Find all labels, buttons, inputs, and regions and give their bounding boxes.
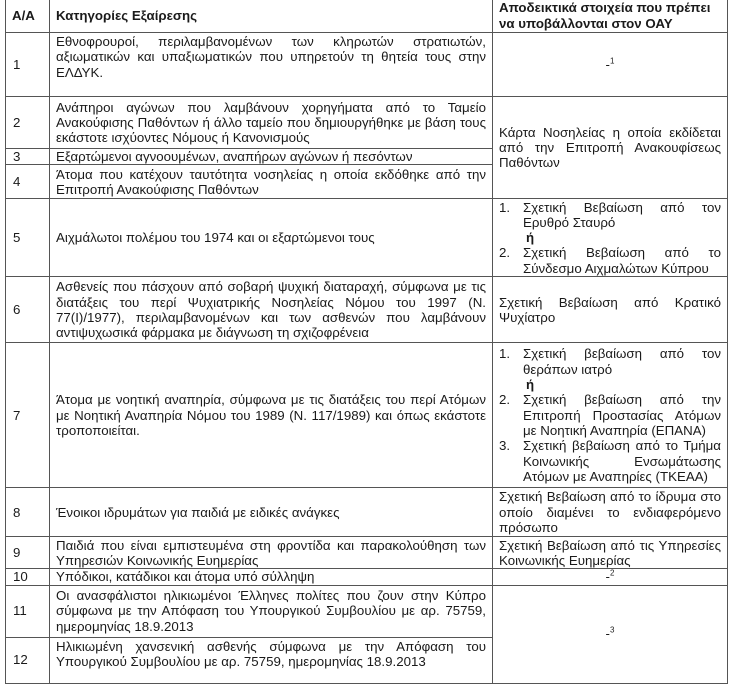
proof-item-number: 3.	[499, 438, 511, 454]
row-category: Ηλικιωμένη χανσενική ασθενής σύμφωνα με την Απόφαση του Υπουργικού Συμβουλίου με αρ. 75759, ημερομηνίας 18.9.2013	[50, 637, 493, 683]
table-row	[6, 488, 728, 537]
row-proof	[493, 569, 728, 585]
row-category: Άτομα που κατέχουν ταυτότητα νοσηλείας η οποία εκδόθηκε από την Επιτροπή Ανακούφισης Παθόντων	[50, 165, 493, 199]
row-number: 2	[6, 97, 50, 149]
proof-item-text: Σχετική βεβαίωση από την Επιτροπή Προστασίας Ατόμων με Νοητική Αναπηρία (ΕΠΑΝΑ)	[523, 392, 721, 438]
table-row	[6, 569, 728, 585]
shared-proof-rows-2-4: Κάρτα Νοσηλείας η οποία εκδίδεται από την Επιτροπή Ανακουφίσεως Παθόντων	[493, 97, 728, 199]
table-row	[6, 537, 728, 569]
or-separator: ή	[526, 377, 535, 393]
proof-list	[499, 200, 721, 276]
row-proof	[493, 33, 728, 97]
row-number: 6	[6, 277, 50, 343]
proof-dash: -	[605, 569, 610, 585]
proof-item	[499, 438, 721, 484]
row-number: 3	[6, 149, 50, 165]
row-number: 1	[6, 33, 50, 97]
row-category: Παιδιά που είναι εμπιστευμένα στη φροντίδα και παρακολούθηση των Υπηρεσιών Κοινωνικής Ευημερίας	[50, 537, 493, 569]
row-number: 8	[6, 488, 50, 537]
row-category: Υπόδικοι, κατάδικοι και άτομα υπό σύλληψη	[50, 569, 493, 585]
proof-item-number: 2.	[499, 392, 511, 408]
row-number: 9	[6, 537, 50, 569]
proof-item-text: Σχετική Βεβαίωση από το Σύνδεσμο Αιχμαλώτων Κύπρου	[523, 245, 721, 276]
row-number: 5	[6, 199, 50, 277]
row-category: Άτομα με νοητική αναπηρία, σύμφωνα με τις διατάξεις του περί Ατόμων με Νοητική Αναπηρία Νόμου του 1989 (Ν. 117/1989) και όπως εκάστοτε τροποποιείται.	[50, 343, 493, 488]
row-category: Ασθενείς που πάσχουν από σοβαρή ψυχική διαταραχή, σύμφωνα με τις διατάξεις του περί Ψυχιατρικής Νοσηλείας Νόμου του 1997 (Ν. 77(Ι)/1977), περιλαμβανομένων και των ασθενών που λαμβάνουν αντιψυχωσικά φάρμακα με διάγνωση τη σχιζοφρένεια	[50, 277, 493, 343]
proof-item-number: 1.	[499, 346, 511, 362]
or-separator: ή	[526, 230, 535, 246]
proof-item	[499, 245, 721, 276]
proof-item	[499, 346, 721, 377]
header-proof: Αποδεικτικά στοιχεία που πρέπει να υποβάλλονται στον ΟΑΥ	[493, 0, 728, 33]
proof-dash: -	[605, 56, 610, 72]
footnote-ref: 2	[609, 568, 615, 578]
row-number: 4	[6, 165, 50, 199]
table-row	[6, 97, 728, 149]
row-proof: Σχετική Βεβαίωση από τις Υπηρεσίες Κοινωνικής Ευημερίας	[493, 537, 728, 569]
row-number: 7	[6, 343, 50, 488]
row-number: 11	[6, 585, 50, 637]
row-category: Αιχμάλωτοι πολέμου του 1974 και οι εξαρτώμενοι τους	[50, 199, 493, 277]
row-number: 10	[6, 569, 50, 585]
proof-item-number: 1.	[499, 199, 511, 215]
proof-item-text: Σχετική βεβαίωση από τον θεράπων ιατρό	[523, 346, 721, 377]
exemption-table	[5, 0, 728, 684]
footnote-ref: 1	[609, 56, 615, 66]
row-proof	[493, 199, 728, 277]
proof-item-text: Σχετική Βεβαίωση από τον Ερυθρό Σταυρό	[523, 199, 721, 230]
table-row	[6, 33, 728, 97]
header-category: Κατηγορίες Εξαίρεσης	[50, 0, 493, 33]
row-category: Εθνοφρουροί, περιλαμβανομένων των κληρωτών στρατιωτών, αξιωματικών και υπαξιωματικών που υπηρετούν τη θητεία τους στην ΕΛΔΥΚ.	[50, 33, 493, 97]
row-category: Εξαρτώμενοι αγνοουμένων, αναπήρων αγώνων ή πεσόντων	[50, 149, 493, 165]
footnote-ref: 3	[609, 626, 615, 636]
proof-list	[499, 346, 721, 484]
table-row	[6, 585, 728, 637]
row-category: Οι ανασφάλιστοι ηλικιωμένοι Έλληνες πολίτες που ζουν στην Κύπρο σύμφωνα με την Απόφαση του Υπουργικού Συμβουλίου με αρ. 75759, ημερομηνίας 18.9.2013	[50, 585, 493, 637]
row-category: Ανάπηροι αγώνων που λαμβάνουν χορηγήματα από το Ταμείο Ανακούφισης Παθόντων ή άλλο ταμείο που δημιουργήθηκε με βάση τους εκάστοτε ισχύοντες Νόμους ή Κανονισμούς	[50, 97, 493, 149]
proof-dash: -	[605, 626, 610, 642]
table-header-row	[6, 0, 728, 33]
row-proof: Σχετική Βεβαίωση από Κρατικό Ψυχίατρο	[493, 277, 728, 343]
row-proof	[493, 343, 728, 488]
table-row	[6, 277, 728, 343]
table-row	[6, 199, 728, 277]
proof-item-text: Σχετική βεβαίωση από το Τμήμα Κοινωνικής Ενσωμάτωσης Ατόμων με Αναπηρίες (ΤΚΕΑΑ)	[523, 438, 721, 484]
proof-item	[499, 200, 721, 231]
proof-item	[499, 392, 721, 438]
table-row	[6, 343, 728, 488]
shared-proof-rows-11-12	[493, 585, 728, 683]
row-number: 12	[6, 637, 50, 683]
header-aa: A/A	[6, 0, 50, 33]
row-category: Ένοικοι ιδρυμάτων για παιδιά με ειδικές ανάγκες	[50, 488, 493, 537]
row-proof: Σχετική Βεβαίωση από το ίδρυμα στο οποίο διαμένει το ενδιαφερόμενο πρόσωπο	[493, 488, 728, 537]
proof-item-number: 2.	[499, 245, 511, 261]
